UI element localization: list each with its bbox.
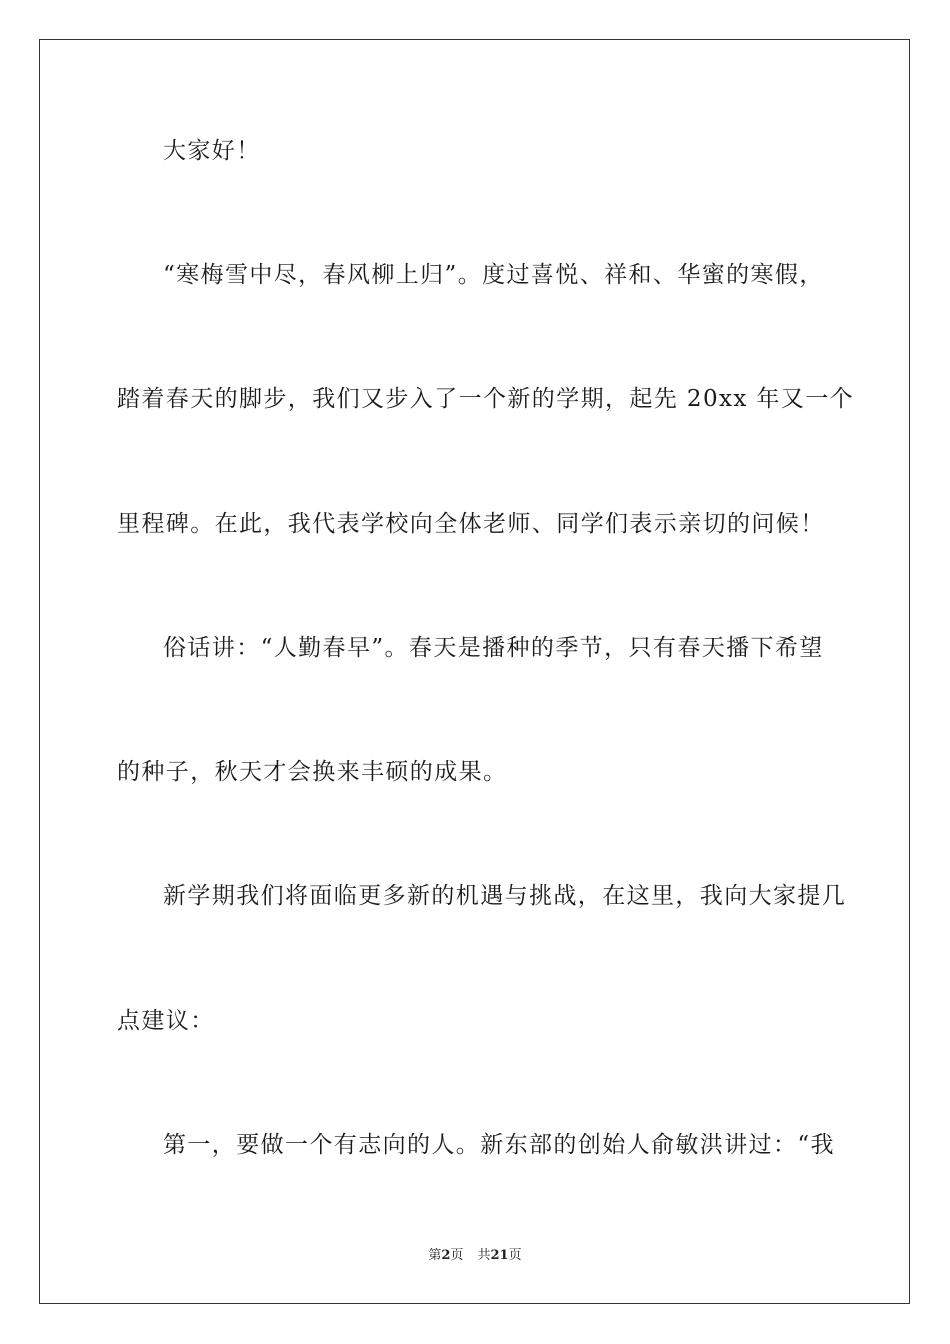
page-unit: 页 [450,1248,464,1263]
greeting-line: 大家好！ [163,138,261,164]
paragraph-3-line-1: 新学期我们将面临更多新的机遇与挑战，在这里，我向大家提几 [163,883,847,909]
paragraph-1-line-3: 里程碑。在此，我代表学校向全体老师、同学们表示亲切的问候！ [117,511,825,537]
paragraph-2-line-1: 俗话讲：“人勤春早”。春天是播种的季节，只有春天播下希望 [163,635,824,661]
total-prefix: 共 [477,1248,491,1263]
page-prefix: 第 [428,1248,442,1263]
page-number: 2 [441,1248,451,1263]
paragraph-1-line-1: “寒梅雪中尽，春风柳上归”。度过喜悦、祥和、华蜜的寒假， [163,262,824,288]
paragraph-2-line-2: 的种子，秋天才会换来丰硕的成果。 [117,759,508,785]
page-footer [0,1247,950,1265]
paragraph-4-line-1: 第一，要做一个有志向的人。新东部的创始人俞敏洪讲过：“我 [163,1132,835,1158]
paragraph-3-line-2: 点建议： [117,1008,215,1034]
total-unit: 页 [508,1248,522,1263]
paragraph-1-line-2: 踏着春天的脚步，我们又步入了一个新的学期，起先 20xx 年又一个 [117,386,855,412]
page-border [39,39,910,1304]
total-pages: 21 [490,1248,509,1263]
